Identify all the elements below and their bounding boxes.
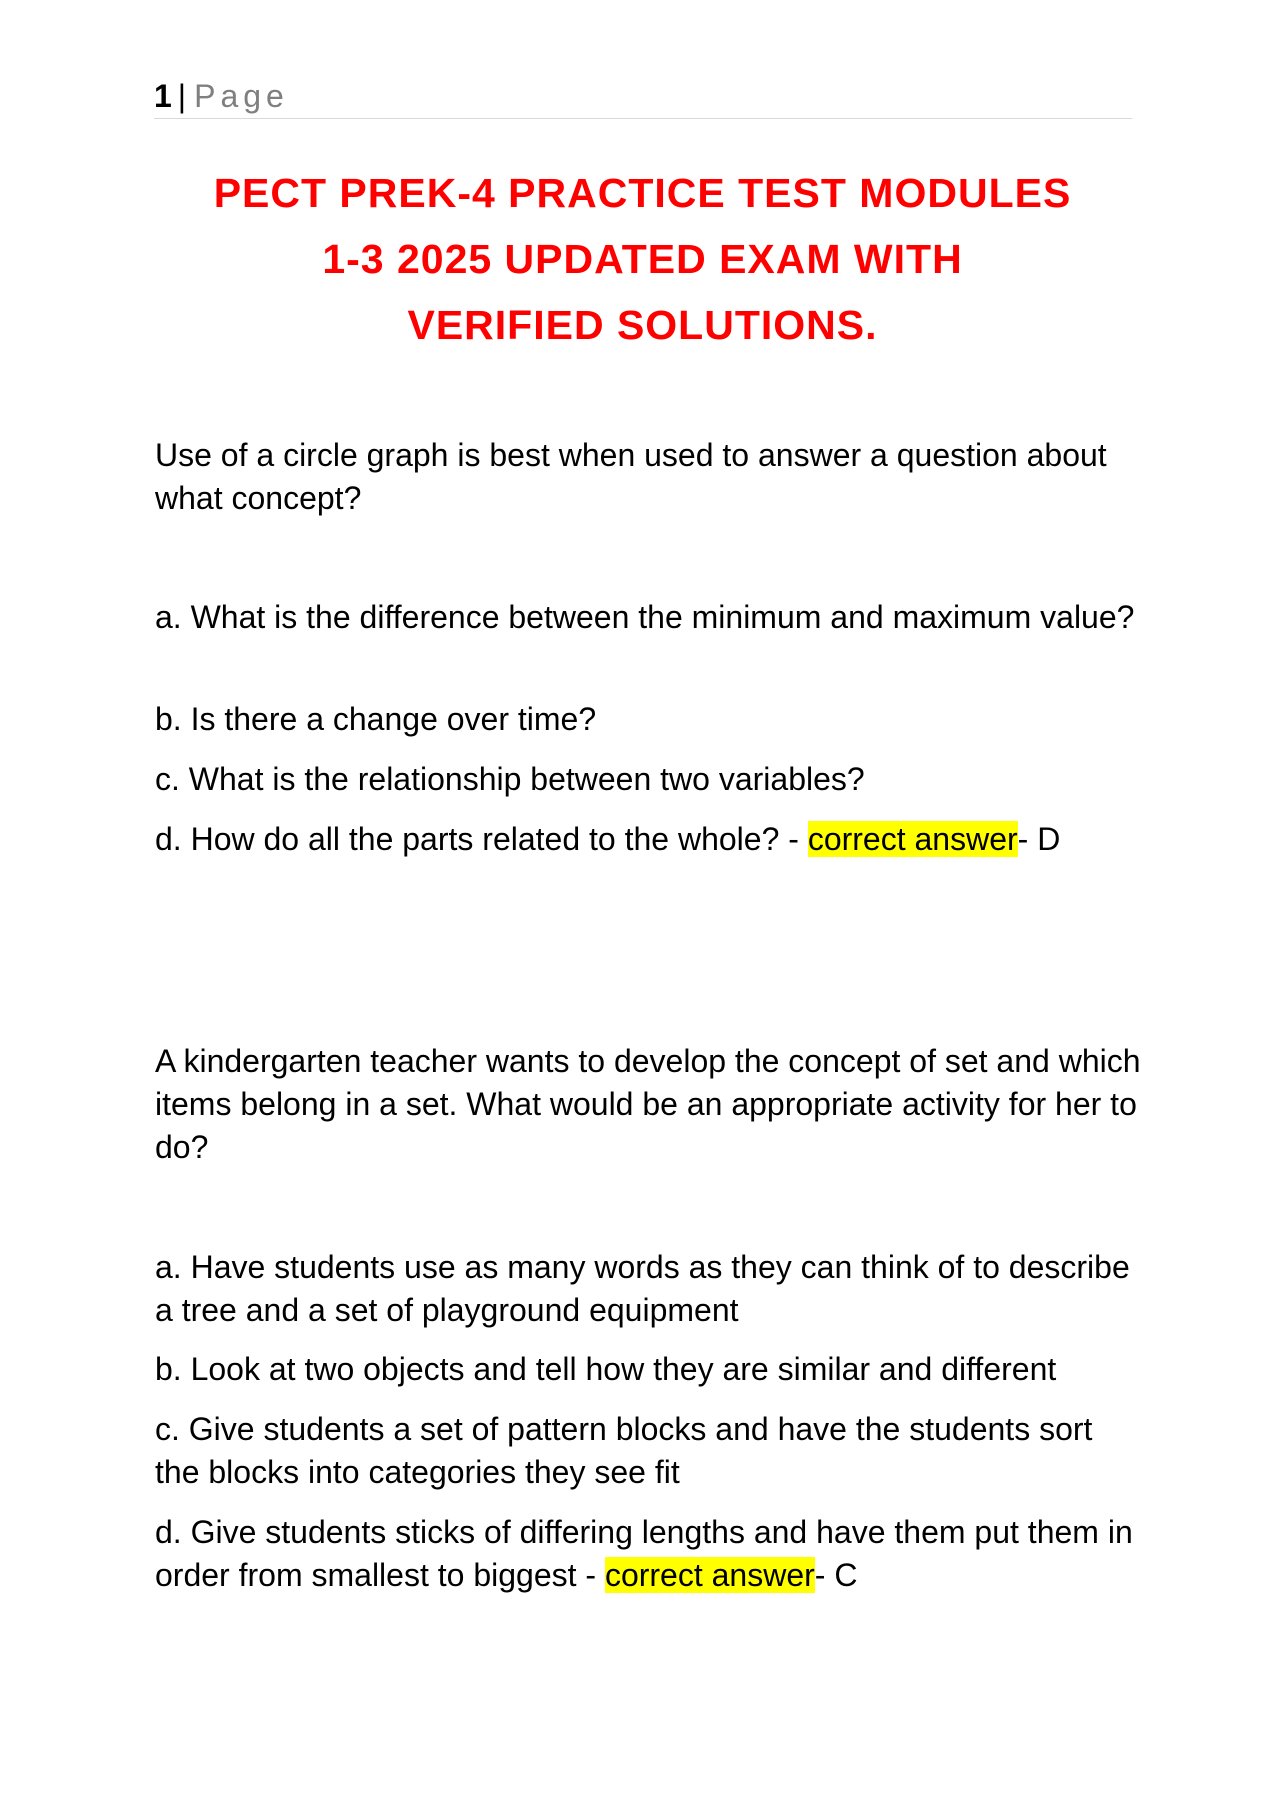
question-2-text: A kindergarten teacher wants to develop the concept of set and which items belong in a set. What would be an appropriate activity for her to do?: [155, 1043, 1141, 1165]
question-1-option-b: b. Is there a change over time?: [155, 701, 597, 737]
question-2-option-b: b. Look at two objects and tell how they are similar and different: [155, 1351, 1057, 1387]
question-1-answer-value: - D: [1017, 821, 1061, 857]
question-2-option-c: c. Give students a set of pattern blocks and have the students sort the blocks into categories they see fit: [155, 1411, 1093, 1490]
title-line-3: VERIFIED SOLUTIONS.: [407, 302, 878, 348]
question-2-answer-value: - C: [814, 1557, 858, 1593]
title-line-2: 1-3 2025 UPDATED EXAM WITH: [322, 236, 963, 282]
question-2-option-d-text: d. Give students sticks of differing lengths and have them put them in order from smallest to biggest -: [155, 1514, 1133, 1593]
question-1-correct-answer-label: correct answer: [807, 821, 1018, 857]
question-1-option-d-text: d. How do all the parts related to the whole? -: [155, 821, 808, 857]
page-number: 1: [154, 78, 172, 114]
question-1-option-a: a. What is the difference between the minimum and maximum value?: [155, 599, 1135, 635]
title-line-1: PECT PREK-4 PRACTICE TEST MODULES: [213, 170, 1072, 216]
question-1-option-d: [155, 818, 1145, 861]
question-1-option-c: c. What is the relationship between two variables?: [155, 761, 865, 797]
page-separator: |: [177, 78, 187, 114]
document-title: [140, 160, 1145, 358]
question-1-text: Use of a circle graph is best when used to answer a question about what concept?: [155, 437, 1107, 516]
question-2-correct-answer-label: correct answer: [604, 1557, 815, 1593]
page-label: Page: [194, 78, 289, 114]
page-header: [154, 76, 1132, 119]
question-2-option-d: [155, 1511, 1145, 1597]
question-2-option-a: a. Have students use as many words as they can think of to describe a tree and a set of playground equipment: [155, 1249, 1130, 1328]
